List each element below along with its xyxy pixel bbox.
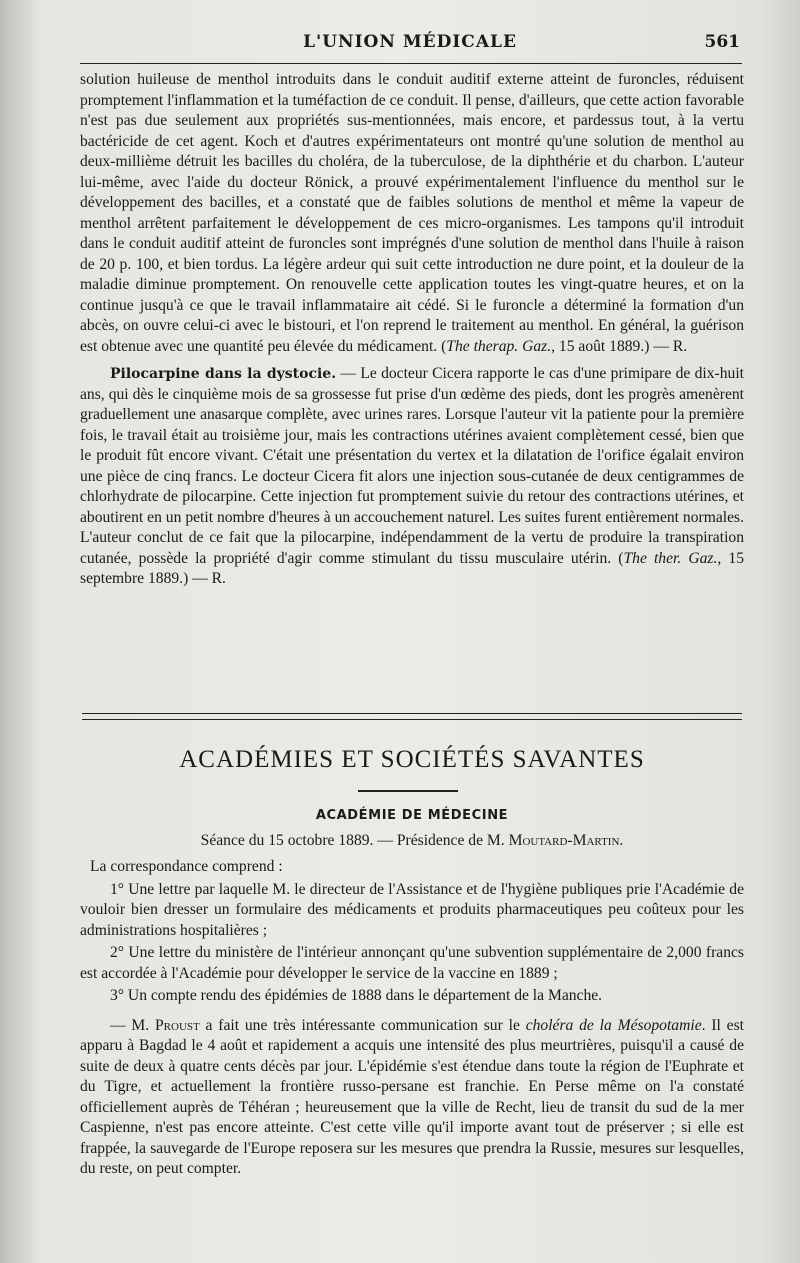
- session-president: Moutard-Martin: [508, 832, 620, 849]
- proust-name: Proust: [154, 1016, 200, 1034]
- academy-subheading: ACADÉMIE DE MÉDECINE: [315, 808, 509, 823]
- session-suffix: .: [619, 832, 624, 849]
- proust-prefix: — M.: [110, 1016, 155, 1034]
- session-prefix: Séance du 15 octobre 1889. — Présidence de M.: [200, 832, 509, 849]
- correspondance-intro: La correspondance comprend :: [90, 858, 283, 875]
- proust-topic: choléra de la Mésopotamie: [525, 1016, 702, 1034]
- menthol-paragraph: solution huileuse de menthol introduits dans le conduit auditif externe atteint de furoncles, réduisent promptement l'inflammation et la tuméfaction de ce conduit. Il pense, d'ailleurs, que cette action favorable n'est pas due seulement aux propriétés sus-mentionnées, mais encore, et pardessus tout, à la vertu bactéricide de cet agent. Koch et d'autres expérimentateurs ont montré qu'une solution de menthol au deux-millième détruit les bacilles du choléra, de la tuberculose, de la diphthérie et du charbon. L'auteur lui-même, avec l'aide du docteur Rönick, a prouvé expérimentalement l'influence du menthol sur le développement des bacilles, et a constaté que de faibles solutions de menthol et même la vapeur de menthol arrêtent parfaitement le développement de ces micro-organismes. Les tampons qu'il introduit dans le conduit auditif atteint de furoncles sont imprégnés d'une solution de menthol dans l'huile à raison de 20 p. 100, et bien tordus. La légère ardeur qui suit cette introduction ne dure point, et la douleur de la maladie diminue promptement. On renouvelle cette application toutes les vingt-quatre heures, et on la continue jusqu'à ce que le travail inflammataire ait cédé. Si le furoncle a déterminé la formation d'un abcès, on ouvre celui-ci avec le bistouri, et l'on reprend le traitement au menthol. En général, la guérison est obtenue avec une quantité peu élevée du médicament. (The therap. Gaz., 15 août 1889.) — R.: [80, 71, 744, 355]
- pilocarpine-heading: Pilocarpine dans la dystocie.: [110, 366, 337, 382]
- pilocarpine-text: — Le docteur Cicera rapporte le cas d'une primipare de dix-huit ans, qui dès le cinquième mois de sa grossesse fut prise d'un œdème des pieds, dont les progrès amenèrent graduellement une anasarque complète, avec urines rares. Lorsque l'auteur vit la patiente pour la première fois, le travail était au troisième jour, mais les contractions utérines avaient complètement cessé, bien que le produit fût encore vivant. C'était une présentation du vertex et la dilatation de l'orifice égalait environ une pièce de cinq francs. Le docteur Cicera fit alors une injection sous-cutanée de deux centigrammes de chlorhydrate de pilocarpine. Cette injection fut promptement suivie du retour des contractions utérines, et aboutirent en un petit nombre d'heures à un accouchement naturel. Les suites furent entièrement normales. L'auteur conclut de ce fait que la pilocarpine, indépendamment de la vertu de produire la transpiration cutanée, possède la propriété d'agir comme stimulant du tissu musculaire utérin.: [80, 365, 744, 567]
- running-title: L'UNION MÉDICALE: [303, 32, 517, 52]
- page-header: [80, 30, 740, 60]
- correspondance-item: 1° Une lettre par laquelle M. le directeur de l'Assistance et de l'hygiène publiques prie l'Académie de vouloir bien dresser un formulaire des médicaments et produits pharmaceutiques peu coûteux pour les administrations hospitalières ;: [80, 880, 744, 939]
- title-underline: [358, 790, 458, 792]
- section-title: ACADÉMIES ET SOCIÉTÉS SAVANTES: [179, 746, 645, 773]
- session-line: [80, 832, 744, 850]
- pilocarpine-paragraph: Pilocarpine dans la dystocie. — Le docteur Cicera rapporte le cas d'une primipare de dix-huit ans, qui dès le cinquième mois de sa grossesse fut prise d'un œdème des pieds, dont les progrès amenèrent graduellement une anasarque complète, avec urines rares. Lorsque l'auteur vit la patiente pour la première fois, le travail était au troisième jour, mais les contractions utérines avaient complètement cessé, bien que le produit fût encore vivant. C'était une présentation du vertex et la dilatation de l'orifice égalait environ une pièce de cinq francs. Le docteur Cicera fit alors une injection sous-cutanée de deux centigrammes de chlorhydrate de pilocarpine. Cette injection fut promptement suivie du retour des contractions utérines, et aboutirent en un petit nombre d'heures à un accouchement naturel. Les suites furent entièrement normales. L'auteur conclut de ce fait que la pilocarpine, indépendamment de la vertu de produire la transpiration cutanée, possède la propriété d'agir comme stimulant du tissu musculaire utérin. (The ther. Gaz., 15 septembre 1889.) — R.: [80, 365, 744, 587]
- proust-paragraph: [80, 1016, 744, 1180]
- paragraph-gap: [80, 357, 744, 364]
- paragraph-gap: [80, 1009, 744, 1016]
- proust-text: . Il est apparu à Bagdad le 4 août et rapidement a acquis une intensité des plus meurtrières, puisqu'il a causé de suite de deux à quatre cents décès par jour. L'épidémie s'est étendue dans toute la région de l'Euphrate et du Tigre, et actuellement la frontière russo-persane est franchie. En Perse même on l'a constaté officiellement auprès de Téhéran ; heureusement que la ville de Recht, lieu de transit du sud de la mer Caspienne, n'est pas encore atteinte. C'est cette ville qu'il importe avant tout de préserver ; si elle est frappée, la sauvegarde de l'Europe reposera sur les mesures que prendra la Russie, mesures sur lesquelles, du reste, on peut compter.: [80, 1016, 744, 1177]
- proust-pre-topic: a fait une très intéressante communication sur le: [199, 1016, 526, 1034]
- header-rule: [80, 63, 742, 64]
- menthol-citation-source: The therap. Gaz.: [446, 337, 552, 355]
- page-number: 561: [704, 32, 740, 52]
- pilocarpine-citation-source: The ther. Gaz.: [623, 549, 718, 567]
- section-divider: [82, 713, 742, 720]
- article-body-bottom: [80, 857, 744, 1182]
- correspondance-item: 2° Une lettre du ministère de l'intérieur annonçant qu'une subvention supplémentaire de 2,000 francs est accordée à l'Académie pour développer le service de la vaccine en 1889 ;: [80, 944, 744, 982]
- pilocarpine-citation-rest: , 15 septembre 1889.) — R.: [80, 549, 744, 587]
- menthol-citation-rest: , 15 août 1889.) — R.: [551, 337, 688, 355]
- menthol-text: solution huileuse de menthol introduits dans le conduit auditif externe atteint de furoncles, réduisent promptement l'inflammation et la tuméfaction de ce conduit. Il pense, d'ailleurs, que cette action favorable n'est pas due seulement aux propriétés sus-mentionnées, mais encore, et pardessus tout, à la vertu bactéricide de cet agent. Koch et d'autres expérimentateurs ont montré qu'une solution de menthol au deux-millième détruit les bacilles du choléra, de la tuberculose, de la diphthérie et du charbon. L'auteur lui-même, avec l'aide du docteur Rönick, a prouvé expérimentalement l'influence du menthol sur le développement des bacilles, et a constaté que de faibles solutions de menthol et même la vapeur de menthol arrêtent parfaitement le développement de ces micro-organismes. Les tampons qu'il introduit dans le conduit auditif atteint de furoncles sont imprégnés d'une solution de menthol dans l'huile à raison de 20 p. 100, et bien tordus. La légère ardeur qui suit cette introduction ne dure point, et la douleur de la maladie diminue promptement. On renouvelle cette application toutes les vingt-quatre heures, et on la continue jusqu'à ce que le travail inflammataire ait cédé. Si le furoncle a déterminé la formation d'un abcès, on ouvre celui-ci avec le bistouri, et l'on reprend le traitement au menthol. En général, la guérison est obtenue avec une quantité peu élevée du médicament.: [80, 71, 744, 355]
- article-body-top: [80, 70, 744, 590]
- correspondance-item: 3° Un compte rendu des épidémies de 1888 dans le département de la Manche.: [110, 987, 603, 1004]
